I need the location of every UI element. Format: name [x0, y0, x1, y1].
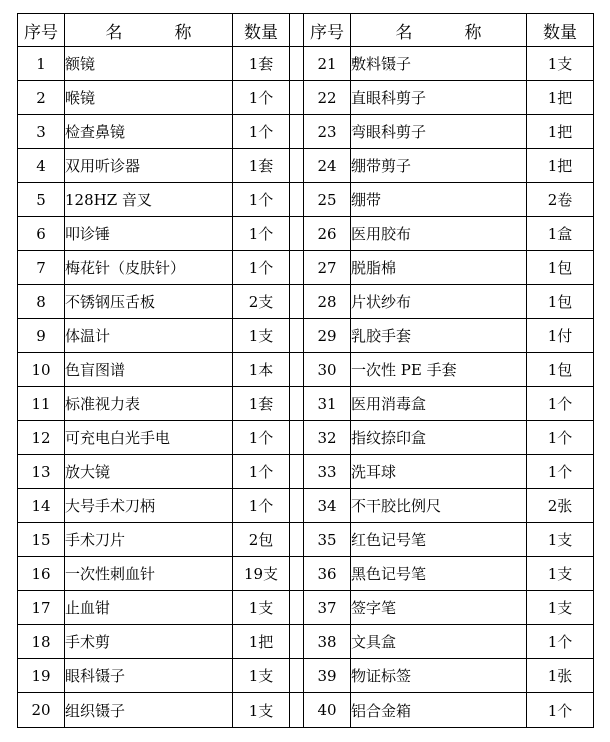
item-name-right: 铝合金箱	[351, 693, 527, 728]
item-number-left: 20	[18, 693, 65, 728]
table-row	[18, 455, 594, 489]
item-name-right: 签字笔	[351, 591, 527, 625]
item-name-left: 手术刀片	[65, 523, 233, 557]
item-name-left: 额镜	[65, 47, 233, 81]
item-number-right: 22	[304, 81, 351, 115]
column-gap	[290, 625, 304, 659]
item-quantity-right: 1个	[527, 625, 594, 659]
item-quantity-left: 1个	[233, 421, 290, 455]
table-row	[18, 285, 594, 319]
item-number-left: 12	[18, 421, 65, 455]
table-row	[18, 251, 594, 285]
item-quantity-left: 1支	[233, 319, 290, 353]
item-name-left: 叩诊锤	[65, 217, 233, 251]
item-number-left: 5	[18, 183, 65, 217]
item-quantity-right: 1盒	[527, 217, 594, 251]
item-name-right: 指纹捺印盒	[351, 421, 527, 455]
header-name-char-2: 称	[174, 22, 192, 43]
column-gap	[290, 353, 304, 387]
item-number-right: 30	[304, 353, 351, 387]
item-quantity-left: 1个	[233, 217, 290, 251]
item-quantity-right: 1个	[527, 387, 594, 421]
item-number-right: 21	[304, 47, 351, 81]
item-name-left: 色盲图谱	[65, 353, 233, 387]
item-name-right: 直眼科剪子	[351, 81, 527, 115]
item-quantity-right: 1个	[527, 693, 594, 728]
column-gap	[290, 421, 304, 455]
column-gap	[290, 319, 304, 353]
table-row	[18, 47, 594, 81]
item-number-right: 33	[304, 455, 351, 489]
item-name-right: 片状纱布	[351, 285, 527, 319]
item-number-right: 36	[304, 557, 351, 591]
item-number-right: 26	[304, 217, 351, 251]
item-quantity-left: 1套	[233, 387, 290, 421]
column-gap	[290, 183, 304, 217]
item-number-left: 17	[18, 591, 65, 625]
column-gap	[290, 285, 304, 319]
table-row	[18, 183, 594, 217]
column-gap	[290, 523, 304, 557]
item-number-right: 25	[304, 183, 351, 217]
item-number-right: 37	[304, 591, 351, 625]
item-name-right: 绷带	[351, 183, 527, 217]
item-number-left: 16	[18, 557, 65, 591]
item-number-right: 32	[304, 421, 351, 455]
item-name-right: 黑色记号笔	[351, 557, 527, 591]
header-qty-left: 数量	[233, 14, 290, 47]
item-quantity-left: 1个	[233, 455, 290, 489]
item-quantity-right: 1个	[527, 455, 594, 489]
item-number-left: 11	[18, 387, 65, 421]
column-gap	[290, 387, 304, 421]
column-gap	[290, 217, 304, 251]
item-quantity-right: 2张	[527, 489, 594, 523]
table-row	[18, 523, 594, 557]
header-name-char-2: 称	[464, 22, 482, 43]
item-name-left: 组织镊子	[65, 693, 233, 728]
item-name-right: 敷料镊子	[351, 47, 527, 81]
item-number-left: 10	[18, 353, 65, 387]
item-quantity-right: 1张	[527, 659, 594, 693]
item-number-right: 40	[304, 693, 351, 728]
item-name-left: 梅花针（皮肤针）	[65, 251, 233, 285]
item-number-left: 8	[18, 285, 65, 319]
item-quantity-left: 1套	[233, 149, 290, 183]
item-number-right: 34	[304, 489, 351, 523]
item-quantity-left: 19支	[233, 557, 290, 591]
item-number-left: 4	[18, 149, 65, 183]
item-number-right: 35	[304, 523, 351, 557]
item-name-left: 体温计	[65, 319, 233, 353]
item-number-right: 24	[304, 149, 351, 183]
table-row	[18, 115, 594, 149]
table-row	[18, 625, 594, 659]
item-quantity-left: 1个	[233, 115, 290, 149]
item-quantity-left: 2包	[233, 523, 290, 557]
item-number-left: 3	[18, 115, 65, 149]
item-quantity-right: 1把	[527, 115, 594, 149]
column-gap	[290, 14, 304, 47]
item-number-right: 27	[304, 251, 351, 285]
column-gap	[290, 251, 304, 285]
item-number-left: 18	[18, 625, 65, 659]
item-quantity-left: 1本	[233, 353, 290, 387]
table-row	[18, 319, 594, 353]
item-number-left: 13	[18, 455, 65, 489]
table-row	[18, 353, 594, 387]
item-number-right: 38	[304, 625, 351, 659]
table-row	[18, 149, 594, 183]
item-name-left: 放大镜	[65, 455, 233, 489]
item-number-left: 1	[18, 47, 65, 81]
item-name-left: 标准视力表	[65, 387, 233, 421]
item-number-right: 28	[304, 285, 351, 319]
header-name-char-1: 名	[105, 22, 123, 43]
item-quantity-right: 1支	[527, 47, 594, 81]
column-gap	[290, 149, 304, 183]
item-name-left: 双用听诊器	[65, 149, 233, 183]
item-quantity-left: 1个	[233, 183, 290, 217]
column-gap	[290, 47, 304, 81]
header-name-char-1: 名	[395, 22, 413, 43]
item-name-left: 喉镜	[65, 81, 233, 115]
header-no-right: 序号	[304, 14, 351, 47]
item-number-left: 19	[18, 659, 65, 693]
item-name-right: 一次性 PE 手套	[351, 353, 527, 387]
column-gap	[290, 693, 304, 728]
item-quantity-left: 1个	[233, 489, 290, 523]
item-quantity-right: 1把	[527, 149, 594, 183]
item-number-left: 15	[18, 523, 65, 557]
item-quantity-right: 1包	[527, 353, 594, 387]
item-name-right: 物证标签	[351, 659, 527, 693]
item-name-left: 止血钳	[65, 591, 233, 625]
item-number-left: 9	[18, 319, 65, 353]
item-quantity-right: 1支	[527, 523, 594, 557]
item-number-left: 14	[18, 489, 65, 523]
item-name-right: 文具盒	[351, 625, 527, 659]
header-row	[18, 14, 594, 47]
item-name-left: 检查鼻镜	[65, 115, 233, 149]
item-name-right: 洗耳球	[351, 455, 527, 489]
column-gap	[290, 557, 304, 591]
item-quantity-left: 1把	[233, 625, 290, 659]
column-gap	[290, 659, 304, 693]
item-name-right: 弯眼科剪子	[351, 115, 527, 149]
item-quantity-right: 1包	[527, 285, 594, 319]
item-quantity-left: 1支	[233, 659, 290, 693]
item-name-right: 红色记号笔	[351, 523, 527, 557]
table-row	[18, 693, 594, 728]
table-row	[18, 489, 594, 523]
item-name-right: 绷带剪子	[351, 149, 527, 183]
item-quantity-left: 2支	[233, 285, 290, 319]
item-quantity-left: 1套	[233, 47, 290, 81]
header-name-left	[65, 14, 233, 47]
item-name-left: 大号手术刀柄	[65, 489, 233, 523]
header-name-right	[351, 14, 527, 47]
item-number-left: 7	[18, 251, 65, 285]
item-quantity-right: 1包	[527, 251, 594, 285]
item-name-right: 脱脂棉	[351, 251, 527, 285]
item-name-left: 不锈钢压舌板	[65, 285, 233, 319]
item-quantity-right: 2卷	[527, 183, 594, 217]
item-number-right: 39	[304, 659, 351, 693]
column-gap	[290, 81, 304, 115]
item-number-left: 6	[18, 217, 65, 251]
item-quantity-right: 1支	[527, 591, 594, 625]
item-number-left: 2	[18, 81, 65, 115]
item-name-right: 不干胶比例尺	[351, 489, 527, 523]
column-gap	[290, 455, 304, 489]
item-quantity-right: 1付	[527, 319, 594, 353]
column-gap	[290, 115, 304, 149]
item-quantity-left: 1个	[233, 251, 290, 285]
item-quantity-right: 1支	[527, 557, 594, 591]
table-row	[18, 387, 594, 421]
item-name-right: 医用消毒盒	[351, 387, 527, 421]
item-name-right: 乳胶手套	[351, 319, 527, 353]
item-number-right: 29	[304, 319, 351, 353]
item-quantity-left: 1支	[233, 693, 290, 728]
table-row	[18, 591, 594, 625]
item-name-right: 医用胶布	[351, 217, 527, 251]
table-row	[18, 557, 594, 591]
item-quantity-left: 1个	[233, 81, 290, 115]
table-row	[18, 81, 594, 115]
item-name-left: 眼科镊子	[65, 659, 233, 693]
item-name-left: 128HZ 音叉	[65, 183, 233, 217]
column-gap	[290, 489, 304, 523]
item-quantity-right: 1把	[527, 81, 594, 115]
table-row	[18, 217, 594, 251]
column-gap	[290, 591, 304, 625]
item-number-right: 23	[304, 115, 351, 149]
equipment-table	[17, 13, 594, 728]
item-number-right: 31	[304, 387, 351, 421]
table-row	[18, 421, 594, 455]
item-name-left: 可充电白光手电	[65, 421, 233, 455]
header-no-left: 序号	[18, 14, 65, 47]
item-quantity-right: 1个	[527, 421, 594, 455]
item-name-left: 一次性刺血针	[65, 557, 233, 591]
item-quantity-left: 1支	[233, 591, 290, 625]
table-row	[18, 659, 594, 693]
item-name-left: 手术剪	[65, 625, 233, 659]
header-qty-right: 数量	[527, 14, 594, 47]
